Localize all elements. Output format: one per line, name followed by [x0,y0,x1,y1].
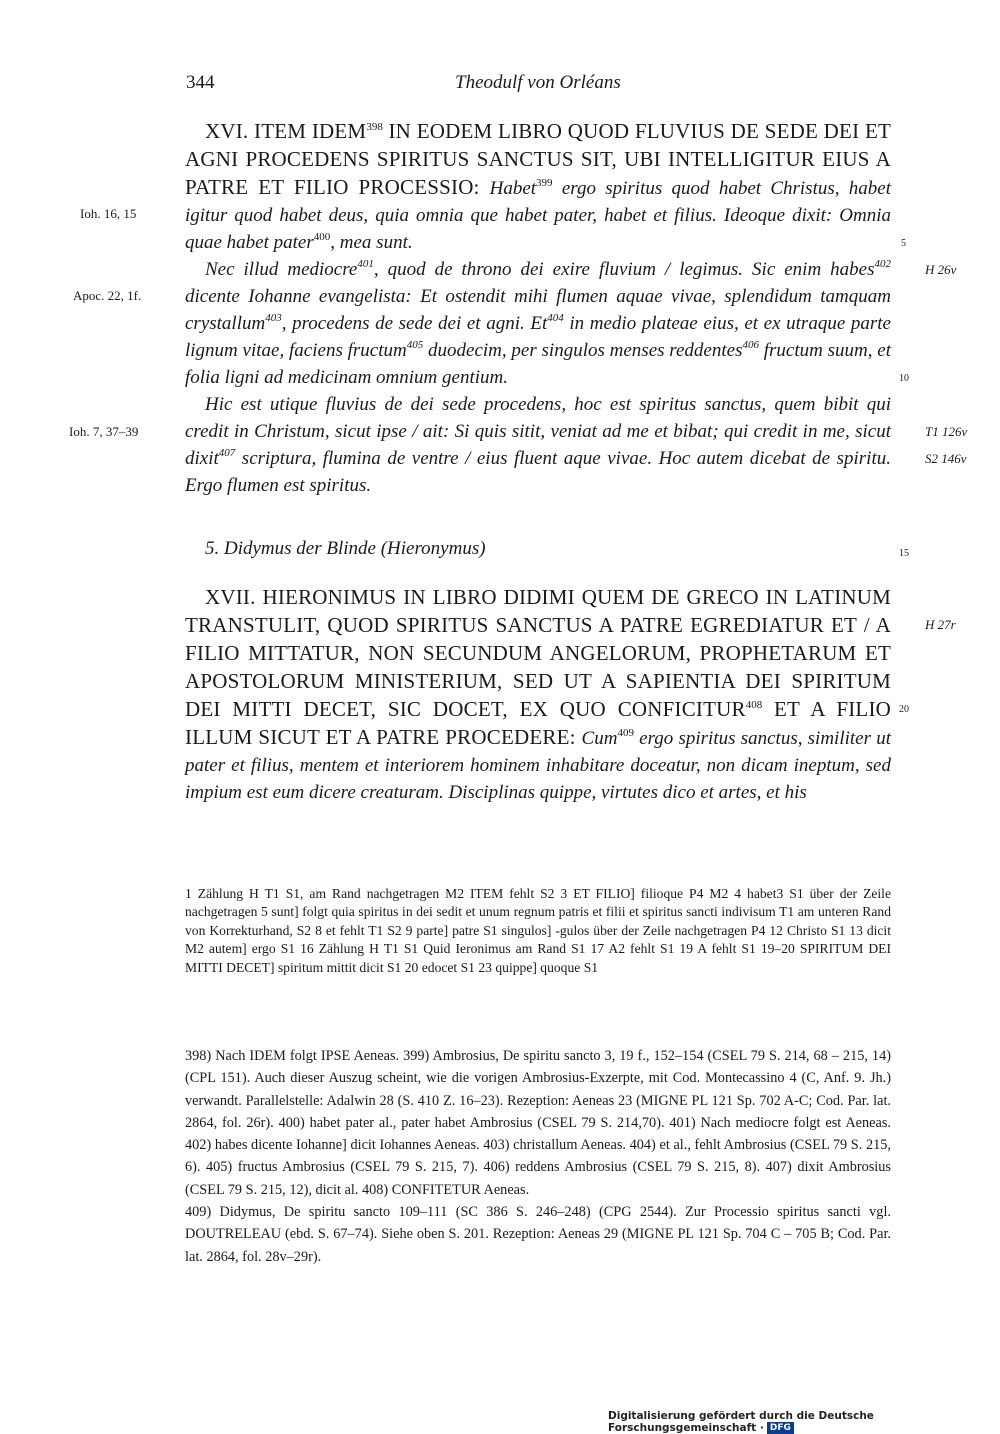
margin-reference: Ioh. 16, 15 [80,206,137,221]
running-title: Theodulf von Orléans [455,72,621,93]
text-span: Nec illud mediocre [205,259,358,280]
page-number: 344 [186,72,215,93]
section-xvi-heading-cont: IN EODEM LIBRO QUOD FLUVIUS DE SEDE DEI ET AGNI PROCEDENS SPIRITUS SANCTUS SIT, UBI INTELLIGITUR EIUS A PATRE ET FILIO PROCESSIO: [185,119,891,199]
footnote-ref-400: 400 [313,231,331,243]
line-number: 20 [899,704,909,715]
text-span: ergo spiritus quod habet Christus, habet igitur quod habet deus, quia omnia que habet pater, habet et filius. Ideoque dixit: Omnia quae habet pater [185,178,891,253]
text-span: fructum suum, et folia ligni ad medicinam omnium gentium. [185,340,891,388]
text-span: Hic est utique fluvius de dei sede procedens, hoc est spiritus sanctus, quem bibit qui credit in Christum, sicut ipse / ait: Si quis sitit, veniat ad me et bibat; qui credit in me, sicut dixit [185,394,891,469]
apparatus-text: 1 Zählung H T1 S1, am Rand nachgetragen M2 ITEM fehlt S2 3 ET FILIO] filioque P4 M2 4 habet3 S1 über der Zeile nachgetragen 5 sunt] folgt quia spiritus in dei sedit et unum regnum patris et filii et spiritus sancti indivisum T1 am unteren Rand von Korrekturhand, S2 8 et fehlt T1 S2 9 parte] patre S1 singulos] -gulos über der Zeile nachgetragen P4 12 Christo S1 13 dicit M2 autem] ergo S1 16 Zählung H T1 S1 Quid Ieronimus am Rand S1 17 A2 fehlt S1 19 A fehlt S1 19–20 SPIRITUM DEI MITTI DECET] spiritum mittit dicit S1 20 edocet S1 23 quippe] quoque S1 [185,886,891,975]
dfg-logo: DFG [767,1422,794,1434]
manuscript-siglum: S2 146v [925,451,967,466]
text-span: dicente Iohanne evangelista: Et ostendit mihi flumen aquae vivae, splendidum tamquam crystallum [185,286,891,334]
footnote-ref-402: 402 [874,258,891,270]
line-number: 5 [901,238,906,249]
digitization-footer [608,1410,1000,1434]
manuscript-siglum: T1 126v [925,424,968,439]
section-xvi [185,118,891,499]
text-span: duodecim, per singulos menses reddentes [423,340,743,361]
footnote-ref-399: 399 [536,177,553,189]
footnote-ref-398: 398 [366,121,383,133]
footnote-ref-407: 407 [218,447,236,459]
section-xvii-paragraph [185,584,891,806]
section-xvi-paragraph-3 [185,391,891,499]
manuscript-siglum: H 27r [925,617,956,632]
text-span: in medio plateae eius, et ex utraque parte lignum vitae, faciens fructum [185,313,891,361]
line-number: 10 [899,373,909,384]
section-xvi-paragraph-2 [185,256,891,391]
text-span: Cum [581,728,618,749]
footnote-ref-408: 408 [745,699,763,711]
footnote-ref-406: 406 [742,339,759,351]
text-span: , mea sunt. [330,232,413,253]
text-span: , quod de throno dei exire fluvium / legimus. Sic enim habes [373,259,875,280]
section-xvii-heading-cont: ET A FILIO ILLUM SICUT ET A PATRE PROCEDERE: [185,697,892,749]
footnote-block: 398) Nach IDEM folgt IPSE Aeneas. 399) Ambrosius, De spiritu sancto 3, 19 f., 152–154 (CSEL 79 S. 214, 68 – 215, 14) (CPL 151). Auch dieser Auszug scheint, wie die vorigen Ambrosius-Exzerpte, mit Cod. Montecassino 4 (C, Anf. 9. Jh.) verwandt. Parallelstelle: Adalwin 28 (S. 410 Z. 16–23). Rezeption: Aeneas 23 (MIGNE PL 121 Sp. 702 A-C; Cod. Par. lat. 2864, fol. 26r). 400) habet pater al., pater habet Ambrosius (CSEL 79 S. 214,70). 401) Nach mediocre folgt est Aeneas. 402) habes dicente Iohanne] dicit Iohannes Aeneas. 403) christallum Aeneas. 404) et al., fehlt Ambrosius (CSEL 79 S. 215, 6). 405) fructus Ambrosius (CSEL 79 S. 215, 7). 406) reddens Ambrosius (CSEL 79 S. 215, 8). 407) dixit Ambrosius (CSEL 79 S. 215, 12), dicit al. 408) CONFITETUR Aeneas. [185,1048,891,1198]
subheading: 5. Didymus der Blinde (Hieronymus) [205,538,486,559]
section-xvii-heading: XVII. HIERONIMUS IN LIBRO DIDIMI QUEM DE GRECO IN LATINUM TRANSTULIT, QUOD SPIRITUS SANCTUS A PATRE EGREDIATUR ET / A FILIO MITTATUR, NON SECUNDUM ANGELORUM, PROPHETARUM ET APOSTOLORUM MINISTERIUM, SED UT A SAPIENTIA DEI SPIRITUM DEI MITTI DECET, SIC DOCET, EX QUO CONFICITUR [185,585,891,721]
footnotes [185,1045,891,1268]
footnote-ref-409: 409 [617,727,634,739]
line-number: 15 [899,548,909,559]
section-xvi-heading: XVI. ITEM IDEM [205,119,367,143]
footnote-block: 409) Didymus, De spiritu sancto 109–111 (SC 386 S. 246–248) (CPG 2544). Zur Processio spiritus sancti vgl. DOUTRELEAU (ebd. S. 67–74). Siehe oben S. 201. Rezeption: Aeneas 29 (MIGNE PL 121 Sp. 704 C – 705 B; Cod. Par. lat. 2864, fol. 28v–29r). [185,1204,891,1265]
margin-reference: Ioh. 7, 37–39 [69,424,139,439]
text-span: Habet [489,178,537,199]
manuscript-siglum: H 26v [925,262,957,277]
text-span: scriptura, flumina de ventre / eius fluent aque vivae. Hoc autem dicebat de spiritu. Ergo flumen est spiritus. [185,448,891,496]
footnote-ref-403: 403 [265,312,282,324]
margin-reference: Apoc. 22, 1f. [73,288,142,303]
footnote-ref-405: 405 [406,339,424,351]
section-xvi-paragraph-1 [185,118,891,256]
text-span: , procedens de sede dei et agni. Et [281,313,548,334]
footer-text: Digitalisierung gefördert durch die Deutsche Forschungsgemeinschaft · [608,1410,874,1434]
critical-apparatus [185,885,891,977]
text-span: ergo spiritus sanctus, similiter ut pater et filius, mentem et interiorem hominem inhabitare doceatur, non dicam ineptum, sed impium est eum dicere creaturam. Disciplinas quippe, virtutes dico et artes, et his [185,728,891,803]
footnote-ref-401: 401 [357,258,374,270]
footnote-ref-404: 404 [547,312,564,324]
section-xvii [185,584,891,806]
